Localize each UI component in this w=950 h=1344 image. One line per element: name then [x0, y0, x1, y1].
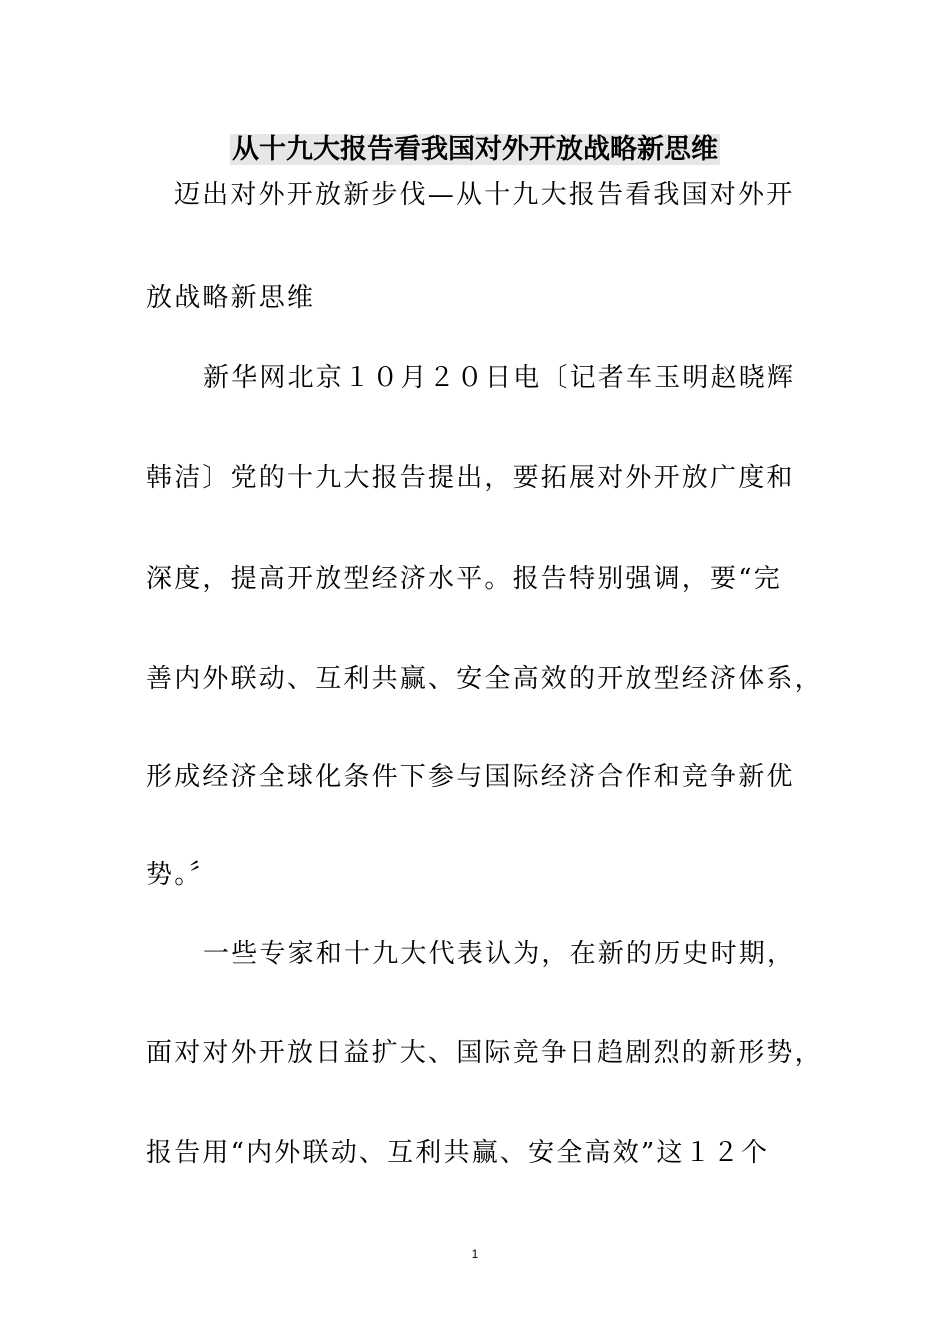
paragraph-2-line-1: 一些专家和十九大代表认为，在新的历史时期， [203, 939, 796, 969]
paragraph-1-line-1: 新华网北京１０月２０日电〔记者车玉明赵晓辉 [203, 363, 796, 393]
subtitle-line-2: 放战略新思维 [146, 283, 316, 313]
subtitle-line-1: 迈出对外开放新步伐—从十九大报告看我国对外开 [174, 180, 795, 210]
paragraph-2-line-2: 面对对外开放日益扩大、国际竞争日趋剧烈的新形势， [146, 1038, 823, 1068]
paragraph-2-line-3: 报告用“内外联动、互利共赢、安全高效”这１２个 [146, 1138, 770, 1168]
paragraph-1-line-5: 形成经济全球化条件下参与国际经济合作和竞争新优 [146, 762, 795, 792]
document-title [0, 132, 950, 168]
paragraph-1-line-6: 势。〞 [146, 860, 218, 890]
document-title-text: 从十九大报告看我国对外开放战略新思维 [232, 134, 718, 165]
paragraph-1-line-2: 韩洁〕党的十九大报告提出，要拓展对外开放广度和 [146, 463, 795, 493]
paragraph-1-line-3: 深度，提高开放型经济水平。报告特别强调，要“完 [146, 564, 782, 594]
page-number: 1 [471, 1247, 479, 1261]
paragraph-1-line-4: 善内外联动、互利共赢、安全高效的开放型经济体系， [146, 664, 823, 694]
